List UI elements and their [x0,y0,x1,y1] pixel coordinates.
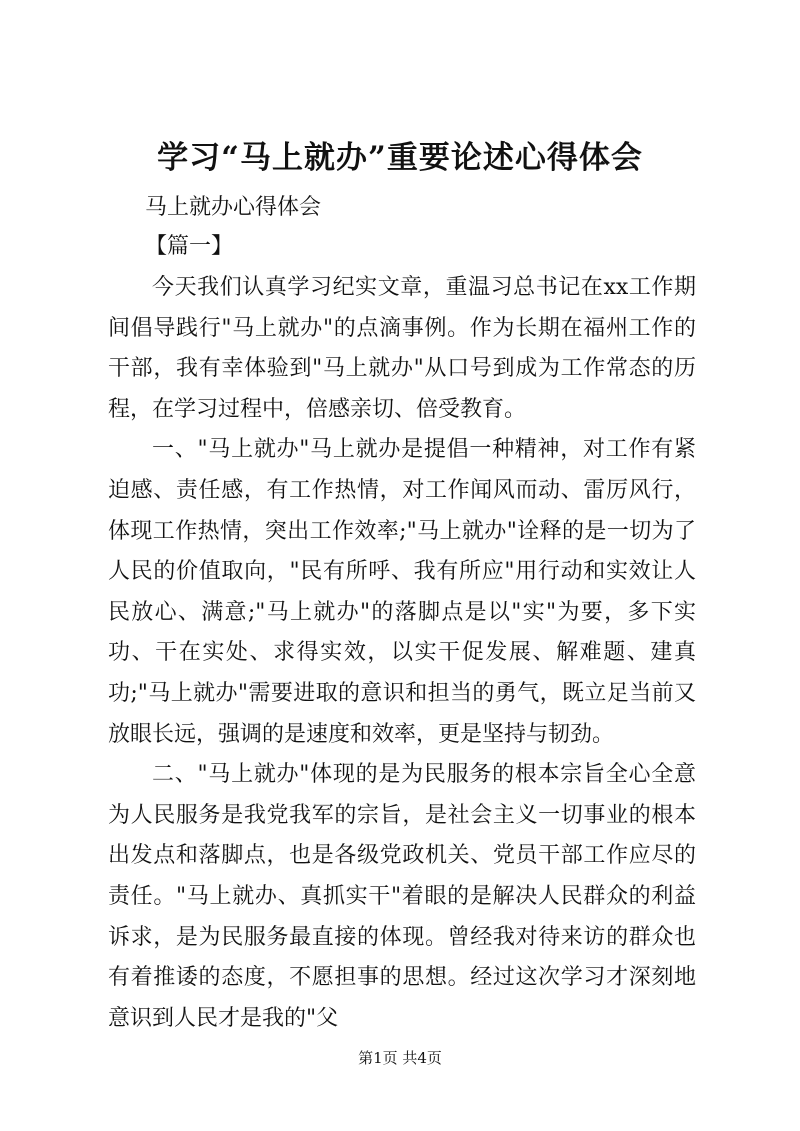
section-label: 【篇一】 [145,234,234,259]
paragraph-section-two: 二、"马上就办"体现的是为民服务的根本宗旨全心全意为人民服务是我党我军的宗旨，是社会主义一切事业的根本出发点和落脚点，也是各级党政机关、党员干部工作应尽的责任。"马上就办、真抓实干"着眼的是解决人民群众的利益诉求，是为民服务最直接的体现。曾经我对待来访的群众也有着推诿的态度，不愿担事的思想。经过这次学习才深刻地意识到人民才是我的"父 [108,762,696,1031]
document-title: 学习“马上就办”重要论述心得体会 [157,140,643,176]
document-subtitle: 马上就办心得体会 [145,195,322,220]
document-body [108,268,696,1039]
paragraph-section-one: 一、"马上就办"马上就办是提倡一种精神，对工作有紧迫感、责任感，有工作热情，对工作闻风而动、雷厉风行，体现工作热情，突出工作效率;"马上就办"诠释的是一切为了人民的价值取向，"民有所呼、我有所应"用行动和实效让人民放心、满意;"马上就办"的落脚点是以"实"为要，多下实功、干在实处、求得实效，以实干促发展、解难题、建真功;"马上就办"需要进取的意识和担当的勇气，既立足当前又放眼长远，强调的是速度和效率，更是坚持与韧劲。 [108,437,696,747]
paragraph-intro: 今天我们认真学习纪实文章，重温习总书记在xx工作期间倡导践行"马上就办"的点滴事例。作为长期在福州工作的干部，我有幸体验到"马上就办"从口号到成为工作常态的历程，在学习过程中，倍感亲切、倍受教育。 [108,275,696,422]
page-footer: 第1页 共4页 [358,1049,442,1067]
